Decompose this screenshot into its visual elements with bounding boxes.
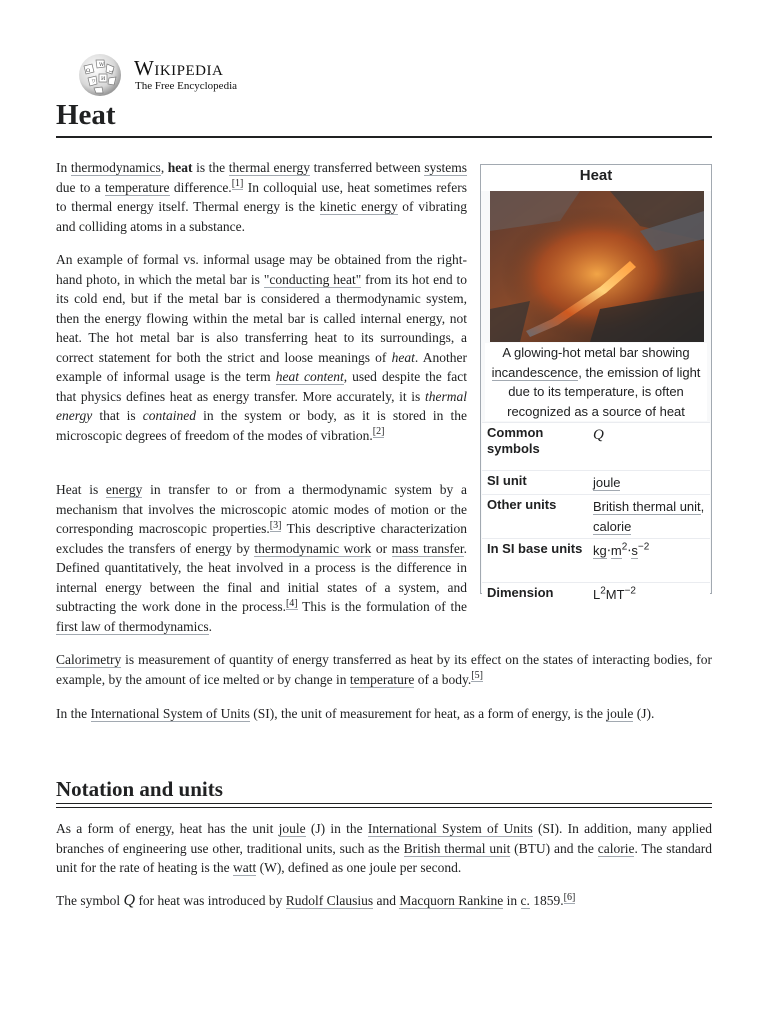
title-divider	[56, 136, 712, 138]
infobox-title: Heat	[481, 165, 711, 191]
svg-text:Ω: Ω	[86, 68, 91, 74]
link-energy[interactable]: energy	[105, 482, 143, 497]
link-international-system-of-units[interactable]: International System of Units	[90, 706, 250, 721]
svg-text:ワ: ワ	[91, 79, 97, 85]
svg-text:И: И	[101, 76, 106, 82]
citation-5[interactable]: [5]	[471, 670, 483, 681]
citation-1[interactable]: [1]	[231, 178, 244, 189]
units-paragraph: As a form of energy, heat has the unit joule (J) in the International System of Units (SI). In addition, many applied branches of engineering use other, traditional units, such as the British thermal unit (BTU) and the calorie. The standard unit for the rate of heating is the watt (W), defined as one joule per second.	[56, 821, 713, 875]
svg-text:ب: ب	[109, 68, 114, 74]
link-thermal-energy[interactable]: thermal energy	[228, 160, 311, 175]
link-calorie[interactable]: calorie	[597, 840, 635, 856]
link-incandescence[interactable]: incandescence	[491, 364, 579, 380]
infobox-value-si-base: $kg\cdot m^2\cdot s^{-2}$	[593, 541, 650, 558]
infobox-row-other-units	[482, 494, 710, 538]
calorimetry-paragraph: Calorimetry is measurement of quantity of energy transferred as heat by its effect on the states of interacting bodies, for example, by the amount of ice melted or by change in temperature of a body.[5]	[56, 652, 712, 687]
link-kinetic-energy[interactable]: kinetic energy	[319, 199, 398, 214]
link-temperature[interactable]: temperature	[105, 179, 170, 195]
definition-paragraph: Heat is energy in transfer to or from a thermodynamic system by a mechanism that involves the microscopic atomic modes of motion or the corresponding macroscopic properties.[3] This descriptive characterization excludes the transfers of energy by thermodynamic work or mass transfer. Defined quantitatively, the heat involved in a process is the difference in internal energy between the final and initial states of a system, and subtracting the work done in the process.[4] This is the formulation of the first law of thermodynamics.	[56, 482, 467, 634]
infobox-row-symbols	[482, 422, 710, 470]
infobox-value-other-units: British thermal unit, calorie	[593, 499, 705, 534]
infobox-row-si-unit	[482, 470, 710, 494]
usage-paragraph: An example of formal vs. informal usage may be obtained from the right-hand photo, in which the metal bar is "conducting heat" from its hot end to its cold end, but if the metal bar is considered a thermodynamic system, then the energy flowing within the metal bar is called internal energy, not heat. The hot metal bar is also transferring heat to its surroundings, a correct statement for both the strict and loose meanings of heat. Another example of informal usage is the term heat content, used despite the fact that physics defines heat as energy transfer. More accurately, it is thermal energy that is contained in the system or body, as it is stored in the microscopic degrees of freedom of the modes of vibration.[2]	[56, 252, 467, 443]
infobox-label-si-unit: SI unit	[487, 473, 527, 488]
infobox	[480, 164, 712, 602]
link-calorie-infobox[interactable]: calorie	[593, 519, 632, 534]
infobox-label-dimension: Dimension	[487, 585, 554, 600]
link-circa[interactable]: c.	[520, 893, 530, 908]
section-divider	[56, 803, 712, 808]
infobox-label-si-base: In SI base units	[487, 541, 583, 556]
section-heading-notation-and-units: Notation and units	[56, 777, 223, 801]
link-watt[interactable]: watt	[232, 860, 257, 875]
link-joule-infobox[interactable]: joule	[593, 475, 621, 490]
infobox-row-si-base	[482, 538, 710, 582]
link-mass-transfer[interactable]: mass transfer	[391, 540, 464, 556]
link-international-system-of-units-2[interactable]: International System of Units	[367, 821, 533, 836]
wikipedia-tagline: The Free Encyclopedia	[135, 80, 238, 92]
infobox-label-other-units: Other units	[487, 497, 557, 512]
svg-text:W: W	[99, 62, 105, 68]
link-first-law-of-thermodynamics[interactable]: first law of thermodynamics	[56, 618, 209, 634]
infobox-row-dimension	[482, 582, 710, 607]
link-temperature-2[interactable]: temperature	[349, 671, 415, 687]
link-second[interactable]: s	[631, 543, 638, 558]
link-calorimetry[interactable]: Calorimetry	[56, 652, 122, 667]
infobox-value-dimension: $L^2MT^{-2}$	[593, 585, 636, 602]
link-btu-infobox[interactable]: British thermal unit	[593, 499, 701, 514]
citation-6[interactable]: [6]	[563, 891, 576, 903]
wikipedia-wordmark: Wikipedia	[134, 56, 224, 80]
infobox-properties	[482, 422, 710, 607]
symbol-paragraph: The symbol Q for heat was introduced by Rudolf Clausius and Macquorn Rankine in c. 1859.[6]	[56, 891, 576, 909]
link-british-thermal-unit[interactable]: British thermal unit	[403, 840, 511, 856]
infobox-value-symbols: Q	[593, 427, 604, 443]
link-joule-2[interactable]: joule	[278, 821, 306, 836]
infobox-caption: A glowing-hot metal bar showing incandescence, the emission of light due to its temperature, is often recognized as a source of heat	[485, 343, 707, 421]
wikipedia-logo[interactable]	[74, 52, 264, 98]
infobox-value-si-unit	[593, 471, 710, 494]
glowing-metal-bar-image[interactable]	[490, 191, 704, 342]
link-kilogram[interactable]: kg	[593, 543, 607, 558]
si-paragraph: In the International System of Units (SI), the unit of measurement for heat, as a form of energy, is the joule (J).	[56, 706, 655, 721]
link-heat-content[interactable]: heat content	[275, 369, 344, 384]
link-thermodynamics[interactable]: thermodynamics	[70, 160, 161, 175]
citation-3[interactable]: [3]	[269, 519, 282, 531]
page-title: Heat	[56, 99, 116, 131]
infobox-label-symbols: Common symbols	[487, 425, 544, 456]
citation-2[interactable]: [2]	[372, 426, 385, 437]
link-joule[interactable]: joule	[606, 706, 634, 721]
link-metre[interactable]: m	[610, 543, 622, 558]
link-thermodynamic-work[interactable]: thermodynamic work	[254, 540, 372, 556]
link-macquorn-rankine[interactable]: Macquorn Rankine	[399, 893, 504, 908]
link-systems[interactable]: systems	[424, 160, 467, 175]
link-conducting-heat[interactable]: "conducting heat"	[263, 271, 362, 287]
citation-4[interactable]: [4]	[285, 597, 298, 609]
intro-paragraph: In thermodynamics, heat is the thermal energy transferred between systems due to a temperature difference.[1] In colloquial use, heat sometimes refers to thermal energy itself. Thermal energy is the kinetic energy of vibrating and colliding atoms in a substance.	[56, 160, 467, 234]
link-rudolf-clausius[interactable]: Rudolf Clausius	[285, 893, 374, 908]
wikipedia-globe-icon	[74, 52, 126, 98]
